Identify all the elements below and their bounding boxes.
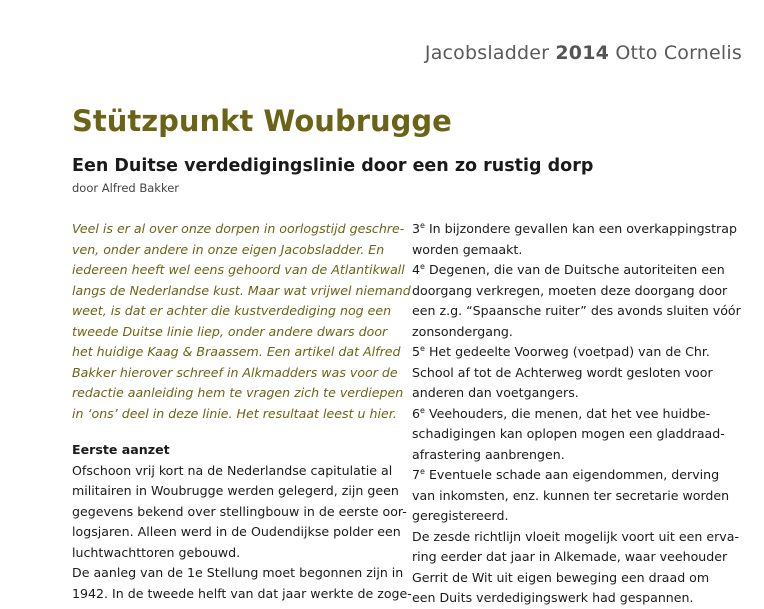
body-line: luchtwachttoren gebouwd.	[72, 544, 241, 560]
right-line	[412, 568, 752, 589]
right-column	[412, 219, 752, 609]
body-paragraph	[72, 461, 412, 605]
right-line	[412, 260, 752, 281]
right-line-text: geregistereerd.	[412, 508, 509, 523]
right-line	[412, 588, 752, 609]
article-subtitle: Een Duitse verdedigingslinie door een zo rustig dorp	[72, 156, 594, 176]
body-line: 1942. In de tweede helft van dat jaar werkte de zoge-	[72, 585, 412, 601]
ordinal-suffix: e	[420, 221, 425, 230]
section-heading: Eerste aanzet	[72, 442, 170, 457]
ordinal-suffix: e	[420, 262, 425, 271]
right-line-text: Veehouders, die menen, dat het vee huidbe-	[424, 405, 711, 421]
right-line	[412, 301, 752, 322]
right-line-text: School af tot de Achterweg wordt gesloten voor	[412, 364, 713, 380]
right-line	[412, 383, 752, 404]
rule-number: 5	[412, 344, 421, 359]
right-line	[412, 363, 752, 384]
ordinal-suffix: e	[420, 467, 425, 476]
ordinal-suffix: e	[420, 344, 425, 353]
intro-line: redactie aanleiding hem te vragen zich te verdiepen	[72, 385, 404, 400]
right-line-text: Het gedeelte Voorweg (voetpad) van de Chr.	[424, 344, 710, 359]
left-column	[72, 219, 412, 604]
intro-line: Veel is er al over onze dorpen in oorlogstijd geschre-	[72, 221, 405, 236]
right-line	[412, 404, 752, 425]
right-line	[412, 465, 752, 486]
header-publication: Jacobsladder	[424, 42, 550, 64]
body-line: De aanleg van de 1e Stellung moet begonnen zijn in	[72, 565, 404, 580]
right-line-text: Eventuele schade aan eigendommen, derving	[424, 467, 720, 482]
intro-line: langs de Nederlandse kust. Maar wat vrijwel niemand	[72, 282, 411, 298]
right-line-text: worden gemaakt.	[412, 241, 523, 257]
intro-line: in ‘ons’ deel in deze linie. Het resultaat leest u hier.	[72, 405, 397, 421]
right-line-text: anderen dan voetgangers.	[412, 385, 579, 400]
header-year: 2014	[555, 42, 610, 64]
right-line-text: zonsondergang.	[412, 323, 513, 339]
right-line	[412, 506, 752, 527]
right-line-text: De zesde richtlijn vloeit mogelijk voort uit een erva-	[412, 528, 739, 544]
right-line-text: doorgang verkregen, moeten deze doorgang door	[412, 282, 728, 298]
body-line: Ofschoon vrij kort na de Nederlandse capitulatie al	[72, 462, 393, 478]
right-line	[412, 445, 752, 466]
right-line	[412, 322, 752, 343]
intro-line: Bakker hierover schreef in Alkmadders was voor de	[72, 364, 398, 380]
right-line-text: In bijzondere gevallen kan een overkappingstrap	[424, 221, 737, 236]
article-title: Stützpunkt Woubrugge	[72, 104, 452, 138]
article-byline: door Alfred Bakker	[72, 181, 180, 195]
right-line-text: van inkomsten, enz. kunnen ter secretarie worden	[412, 487, 730, 503]
right-line-text: Degenen, die van de Duitsche autoriteiten een	[424, 262, 725, 277]
right-line-text: ring eerder dat jaar in Alkemade, waar veehouder	[412, 549, 728, 564]
rule-number: 7	[412, 467, 421, 482]
intro-line: weet, is dat er achter die kustverdediging nog een	[72, 303, 392, 318]
intro-line: tweede Duitse linie liep, onder andere dwars door	[72, 323, 388, 339]
intro-line: het huidige Kaag & Braassem. Een artikel dat Alfred	[72, 344, 401, 359]
rule-number: 4	[412, 262, 421, 277]
right-line	[412, 219, 752, 240]
right-line-text: een Duits verdedigingswerk had gespannen.	[412, 590, 694, 605]
right-line	[412, 527, 752, 548]
body-line: logsjaren. Alleen werd in de Oudendijkse polder een	[72, 524, 401, 539]
right-line-text: Gerrit de Wit uit eigen beweging een draad om	[412, 569, 710, 585]
intro-line: iedereen heeft wel eens gehoord van de Atlantikwall	[72, 262, 405, 277]
rule-number: 6	[412, 405, 421, 421]
right-line	[412, 486, 752, 507]
right-line	[412, 547, 752, 568]
right-line	[412, 240, 752, 261]
intro-line: ven, onder andere in onze eigen Jacobsladder. En	[72, 241, 385, 257]
right-line	[412, 424, 752, 445]
right-line	[412, 281, 752, 302]
right-line-text: schadigingen kan oplopen mogen een gladdraad-	[412, 426, 725, 441]
right-line-text: afrastering aanbrengen.	[412, 446, 565, 462]
right-line-text: een z.g. “Spaansche ruiter” des avonds sluiten vóór	[412, 303, 741, 318]
body-line: gegevens bekend over stellingbouw in de eerste oor-	[72, 503, 407, 519]
running-header	[425, 42, 742, 64]
header-person: Otto Cornelis	[615, 42, 742, 64]
right-line	[412, 342, 752, 363]
rule-number: 3	[412, 221, 421, 236]
ordinal-suffix: e	[420, 405, 425, 415]
body-line: militairen in Woubrugge werden gelegerd, zijn geen	[72, 483, 399, 498]
intro-paragraph	[72, 219, 411, 424]
